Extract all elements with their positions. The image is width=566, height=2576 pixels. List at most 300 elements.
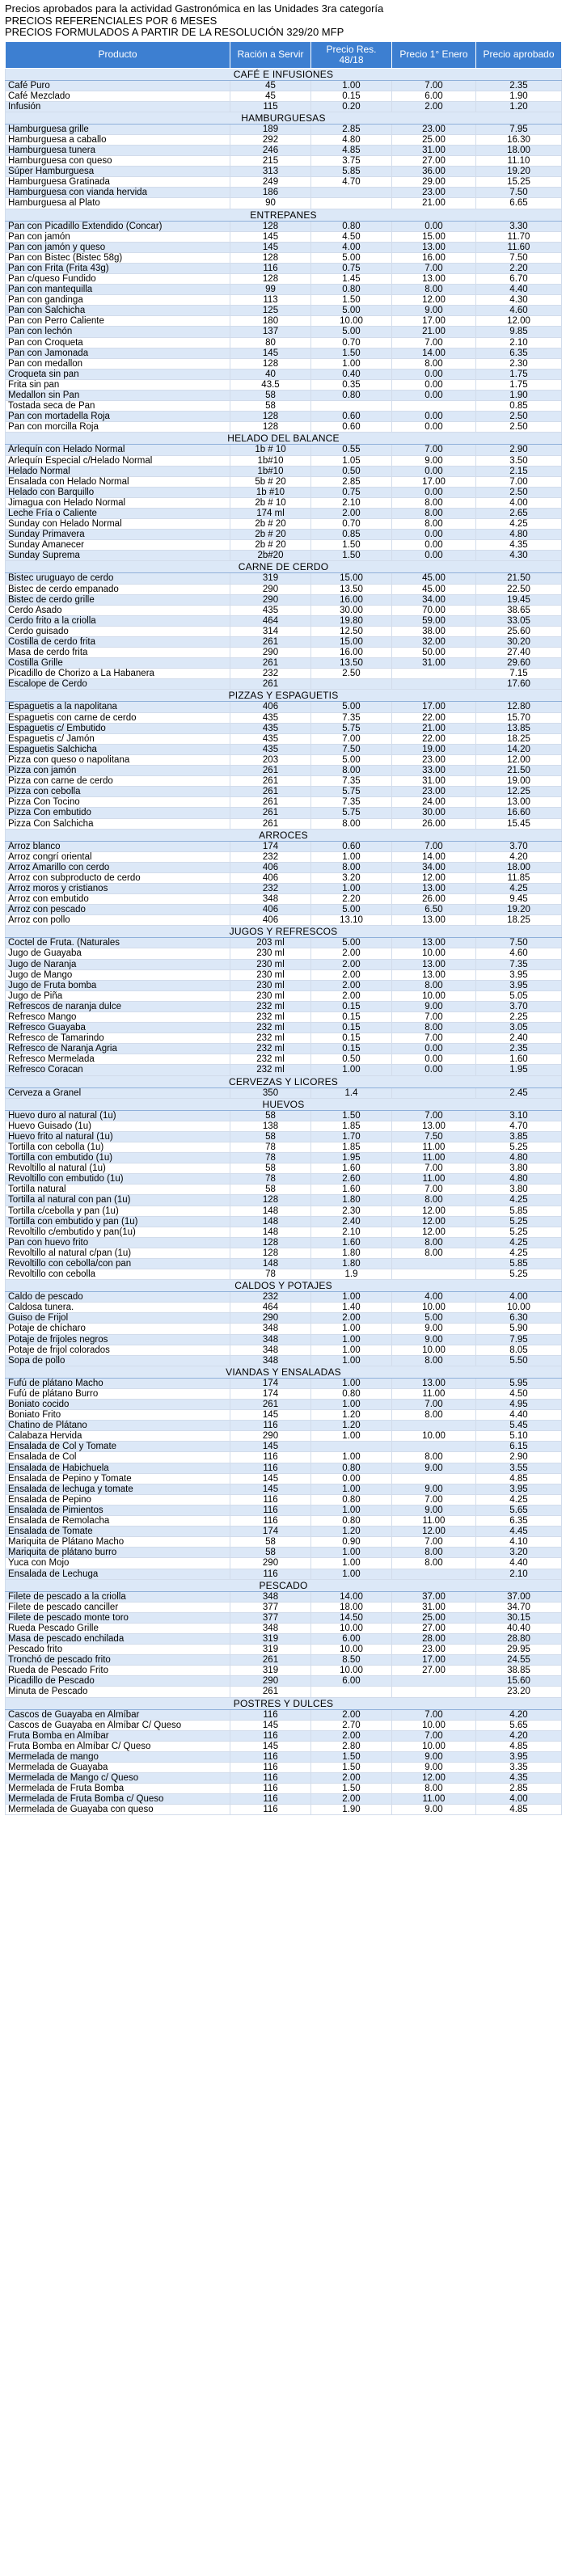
section-header xyxy=(6,1280,562,1292)
precio-res-value: 14.00 xyxy=(311,1591,392,1602)
precio-aprobado-value: 4.20 xyxy=(476,1709,562,1720)
racion-value: 128 xyxy=(230,422,311,433)
precio-aprobado-value: 19.45 xyxy=(476,594,562,605)
table-row xyxy=(6,1763,562,1773)
table-row xyxy=(6,1784,562,1794)
precio-res-value: 7.50 xyxy=(311,744,392,754)
product-name: Potaje de frijol colorados xyxy=(6,1345,230,1355)
precio-res-value: 0.80 xyxy=(311,1463,392,1473)
table-row xyxy=(6,1421,562,1431)
precio-res-value: 0.80 xyxy=(311,1516,392,1527)
precio-aprobado-value: 4.25 xyxy=(476,1248,562,1258)
racion-value: 128 xyxy=(230,252,311,263)
precio-res-value: 0.60 xyxy=(311,412,392,422)
precio-aprobado-value: 5.25 xyxy=(476,1142,562,1152)
precio-enero-value xyxy=(392,401,476,412)
precio-aprobado-value: 1.90 xyxy=(476,391,562,401)
table-row xyxy=(6,445,562,455)
precio-enero-value: 0.00 xyxy=(392,540,476,551)
racion-value: 116 xyxy=(230,1805,311,1815)
precio-enero-value: 27.00 xyxy=(392,1623,476,1633)
precio-enero-value: 8.00 xyxy=(392,1548,476,1558)
precio-res-value xyxy=(311,401,392,412)
header-line-2: PRECIOS REFERENCIALES POR 6 MESES xyxy=(5,14,218,27)
racion-value: 348 xyxy=(230,1345,311,1355)
precio-aprobado-value: 4.30 xyxy=(476,551,562,561)
table-row xyxy=(6,327,562,337)
precio-aprobado-value: 2.35 xyxy=(476,1044,562,1054)
table-row xyxy=(6,156,562,167)
racion-value: 128 xyxy=(230,221,311,231)
racion-value: 348 xyxy=(230,1334,311,1345)
racion-value: 261 xyxy=(230,1400,311,1410)
precio-enero-value: 9.00 xyxy=(392,1334,476,1345)
racion-value: 464 xyxy=(230,1303,311,1313)
precio-res-value: 2.85 xyxy=(311,124,392,134)
racion-value: 313 xyxy=(230,167,311,177)
precio-res-value: 2.60 xyxy=(311,1174,392,1185)
precio-res-value: 1.60 xyxy=(311,1163,392,1174)
product-name: Cascos de Guayaba en Almíbar C/ Queso xyxy=(6,1720,230,1730)
product-name: Tortilla c/cebolla y pan (1u) xyxy=(6,1206,230,1216)
table-row xyxy=(6,712,562,723)
precio-aprobado-value: 3.55 xyxy=(476,1463,562,1473)
precio-aprobado-value: 3.30 xyxy=(476,221,562,231)
precio-res-value: 0.80 xyxy=(311,285,392,295)
precio-aprobado-value: 5.85 xyxy=(476,1206,562,1216)
product-name: Escalope de Cerdo xyxy=(6,679,230,690)
product-name: Pizza con carne de cerdo xyxy=(6,776,230,787)
precio-aprobado-value: 15.70 xyxy=(476,712,562,723)
product-name: Refresco Mango xyxy=(6,1012,230,1023)
product-name: Refresco Coracan xyxy=(6,1065,230,1075)
precio-res-value: 30.00 xyxy=(311,605,392,615)
racion-value: 148 xyxy=(230,1206,311,1216)
section-title: HAMBURGUESAS xyxy=(6,112,562,124)
product-name: Arroz con subproducto de cerdo xyxy=(6,872,230,883)
racion-value: 290 xyxy=(230,648,311,658)
section-header xyxy=(6,690,562,702)
product-name: Pan c/queso Fundido xyxy=(6,274,230,285)
precio-enero-value: 8.00 xyxy=(392,285,476,295)
racion-value: 348 xyxy=(230,1591,311,1602)
table-row xyxy=(6,422,562,433)
precio-aprobado-value: 7.50 xyxy=(476,938,562,948)
product-name: Masa de cerdo frita xyxy=(6,648,230,658)
product-name: Espaguetis c/ Embutido xyxy=(6,723,230,733)
product-name: Revoltillo al natural c/pan (1u) xyxy=(6,1248,230,1258)
precio-enero-value: 0.00 xyxy=(392,487,476,497)
product-name: Revoltillo con cebolla/con pan xyxy=(6,1258,230,1269)
precio-enero-value: 12.00 xyxy=(392,295,476,306)
precio-enero-value: 7.00 xyxy=(392,1400,476,1410)
product-name: Masa de pescado enchilada xyxy=(6,1633,230,1644)
precio-enero-value: 17.00 xyxy=(392,702,476,712)
precio-enero-value: 7.00 xyxy=(392,80,476,91)
racion-value: 174 ml xyxy=(230,508,311,518)
table-row xyxy=(6,1473,562,1484)
racion-value: 145 xyxy=(230,1741,311,1751)
table-row xyxy=(6,1645,562,1655)
precio-aprobado-value: 15.45 xyxy=(476,818,562,829)
product-name: Revoltillo c/embutido y pan(1u) xyxy=(6,1227,230,1237)
precio-res-value: 1.05 xyxy=(311,455,392,466)
racion-value: 1b # 10 xyxy=(230,445,311,455)
racion-value: 116 xyxy=(230,1709,311,1720)
precio-res-value: 0.70 xyxy=(311,519,392,530)
precio-aprobado-value: 4.45 xyxy=(476,1527,562,1537)
table-row xyxy=(6,1773,562,1784)
table-row xyxy=(6,466,562,476)
precio-aprobado-value: 19.20 xyxy=(476,905,562,915)
precio-enero-value: 13.00 xyxy=(392,959,476,969)
precio-res-value: 0.60 xyxy=(311,841,392,851)
precio-enero-value: 9.00 xyxy=(392,306,476,316)
table-row xyxy=(6,702,562,712)
product-name: Picadillo de Chorizo a La Habanera xyxy=(6,669,230,679)
precio-aprobado-value: 4.80 xyxy=(476,1153,562,1163)
racion-value: 348 xyxy=(230,894,311,905)
table-row xyxy=(6,626,562,636)
table-row xyxy=(6,1805,562,1815)
product-name: Boniato Frito xyxy=(6,1410,230,1421)
table-row xyxy=(6,369,562,379)
table-row xyxy=(6,1153,562,1163)
table-row xyxy=(6,1741,562,1751)
table-row xyxy=(6,1324,562,1334)
precio-res-value xyxy=(311,1442,392,1452)
precio-aprobado-value: 3.95 xyxy=(476,1751,562,1762)
precio-enero-value: 17.00 xyxy=(392,316,476,327)
precio-aprobado-value: 14.20 xyxy=(476,744,562,754)
racion-value: 232 ml xyxy=(230,1044,311,1054)
product-name: Pan con gandinga xyxy=(6,295,230,306)
precio-aprobado-value: 6.65 xyxy=(476,198,562,209)
precio-res-value: 1.50 xyxy=(311,1784,392,1794)
table-row xyxy=(6,959,562,969)
precio-res-value: 8.00 xyxy=(311,862,392,872)
racion-value: 116 xyxy=(230,1421,311,1431)
racion-value: 377 xyxy=(230,1612,311,1623)
precio-enero-value: 7.00 xyxy=(392,263,476,273)
precio-enero-value: 50.00 xyxy=(392,648,476,658)
precio-enero-value: 0.00 xyxy=(392,422,476,433)
product-name: Ensalada de Pepino y Tomate xyxy=(6,1473,230,1484)
product-name: Pan con lechón xyxy=(6,327,230,337)
precio-res-value: 1.80 xyxy=(311,1258,392,1269)
precio-aprobado-value: 5.05 xyxy=(476,990,562,1001)
racion-value: 230 ml xyxy=(230,980,311,990)
table-row xyxy=(6,1237,562,1248)
precio-aprobado-value: 37.00 xyxy=(476,1591,562,1602)
table-row xyxy=(6,124,562,134)
precio-enero-value: 27.00 xyxy=(392,1666,476,1676)
product-name: Súper Hamburguesa xyxy=(6,167,230,177)
precio-res-value: 0.70 xyxy=(311,337,392,348)
product-name: Infusión xyxy=(6,101,230,112)
product-name: Hamburguesa con vianda hervida xyxy=(6,188,230,198)
section-header xyxy=(6,209,562,221)
precio-enero-value: 12.00 xyxy=(392,1216,476,1227)
precio-res-value: 1.50 xyxy=(311,1751,392,1762)
racion-value: 99 xyxy=(230,285,311,295)
precio-enero-value: 0.00 xyxy=(392,412,476,422)
precio-enero-value: 10.00 xyxy=(392,1720,476,1730)
racion-value: 145 xyxy=(230,231,311,242)
section-title: CARNE DE CERDO xyxy=(6,561,562,573)
racion-value: 261 xyxy=(230,637,311,648)
product-name: Sopa de pollo xyxy=(6,1355,230,1366)
precio-enero-value: 59.00 xyxy=(392,615,476,626)
table-row xyxy=(6,167,562,177)
table-row xyxy=(6,1131,562,1142)
precio-res-value: 10.00 xyxy=(311,1623,392,1633)
product-name: Espaguetis c/ Jamón xyxy=(6,733,230,744)
precio-aprobado-value: 4.60 xyxy=(476,948,562,959)
product-name: Pan con Perro Caliente xyxy=(6,316,230,327)
precio-enero-value: 7.00 xyxy=(392,1163,476,1174)
precio-enero-value: 12.00 xyxy=(392,1227,476,1237)
product-name: Revoltillo con embutido (1u) xyxy=(6,1174,230,1185)
precio-aprobado-value: 21.50 xyxy=(476,573,562,584)
precio-res-value: 2.00 xyxy=(311,959,392,969)
precio-res-value: 5.00 xyxy=(311,327,392,337)
precio-res-value: 10.00 xyxy=(311,1645,392,1655)
precio-res-value: 12.50 xyxy=(311,626,392,636)
precio-enero-value: 9.00 xyxy=(392,1763,476,1773)
product-name: Pan con Jamonada xyxy=(6,348,230,358)
product-name: Ensalada de Col y Tomate xyxy=(6,1442,230,1452)
precio-aprobado-value: 4.95 xyxy=(476,1400,562,1410)
precio-aprobado-value: 12.80 xyxy=(476,702,562,712)
column-header-precio-res: Precio Res. 48/18 xyxy=(311,41,392,68)
precio-res-value: 8.00 xyxy=(311,818,392,829)
precio-res-value xyxy=(311,188,392,198)
racion-value: 116 xyxy=(230,1794,311,1805)
precio-aprobado-value: 2.50 xyxy=(476,487,562,497)
table-row xyxy=(6,295,562,306)
precio-enero-value: 17.00 xyxy=(392,1655,476,1666)
precio-enero-value: 7.00 xyxy=(392,1709,476,1720)
racion-value: 45 xyxy=(230,80,311,91)
section-header xyxy=(6,1697,562,1709)
racion-value: 230 ml xyxy=(230,969,311,980)
table-row xyxy=(6,990,562,1001)
precio-enero-value: 31.00 xyxy=(392,658,476,669)
precio-enero-value xyxy=(392,1442,476,1452)
section-title: CERVEZAS Y LICORES xyxy=(6,1075,562,1087)
precio-enero-value: 9.00 xyxy=(392,455,476,466)
section-header xyxy=(6,112,562,124)
racion-value: 261 xyxy=(230,776,311,787)
precio-enero-value: 13.00 xyxy=(392,915,476,926)
racion-value: 2b # 10 xyxy=(230,497,311,508)
table-row xyxy=(6,1303,562,1313)
precio-enero-value: 13.00 xyxy=(392,242,476,252)
section-title: ARROCES xyxy=(6,829,562,841)
product-name: Croqueta sin pan xyxy=(6,369,230,379)
precio-aprobado-value: 3.85 xyxy=(476,1131,562,1142)
product-name: Ensalada de Habichuela xyxy=(6,1463,230,1473)
precio-res-value xyxy=(311,679,392,690)
table-row xyxy=(6,669,562,679)
precio-aprobado-value: 5.50 xyxy=(476,1355,562,1366)
precio-aprobado-value: 11.10 xyxy=(476,156,562,167)
precio-aprobado-value: 16.60 xyxy=(476,808,562,818)
precio-res-value: 5.75 xyxy=(311,723,392,733)
section-title: PIZZAS Y ESPAGUETIS xyxy=(6,690,562,702)
racion-value: 435 xyxy=(230,744,311,754)
racion-value: 292 xyxy=(230,134,311,145)
racion-value: 58 xyxy=(230,1163,311,1174)
table-row xyxy=(6,348,562,358)
precio-aprobado-value: 4.25 xyxy=(476,1237,562,1248)
racion-value: 406 xyxy=(230,872,311,883)
precio-aprobado-value: 7.00 xyxy=(476,476,562,487)
table-row xyxy=(6,80,562,91)
precio-res-value: 1.00 xyxy=(311,358,392,369)
table-row xyxy=(6,274,562,285)
table-row xyxy=(6,1431,562,1442)
precio-aprobado-value: 13.85 xyxy=(476,723,562,733)
precio-aprobado-value: 11.85 xyxy=(476,872,562,883)
product-name: Rueda de Pescado Frito xyxy=(6,1666,230,1676)
table-row xyxy=(6,1378,562,1388)
product-name: Chatino de Plátano xyxy=(6,1421,230,1431)
racion-value: 128 xyxy=(230,358,311,369)
precio-aprobado-value: 4.60 xyxy=(476,306,562,316)
section-title: VIANDAS Y ENSALADAS xyxy=(6,1366,562,1378)
product-name: Rueda Pescado Grille xyxy=(6,1623,230,1633)
section-header xyxy=(6,1075,562,1087)
product-name: Cerveza a Granel xyxy=(6,1087,230,1098)
precio-enero-value: 10.00 xyxy=(392,1303,476,1313)
precio-aprobado-value: 24.55 xyxy=(476,1655,562,1666)
precio-aprobado-value: 4.40 xyxy=(476,1558,562,1569)
precio-res-value: 0.15 xyxy=(311,1001,392,1011)
precio-enero-value: 9.00 xyxy=(392,1505,476,1515)
precio-aprobado-value: 1.90 xyxy=(476,91,562,101)
precio-aprobado-value: 2.50 xyxy=(476,422,562,433)
racion-value: 43.5 xyxy=(230,379,311,390)
precio-enero-value: 30.00 xyxy=(392,808,476,818)
precio-res-value: 1.45 xyxy=(311,274,392,285)
product-name: Refresco Mermelada xyxy=(6,1054,230,1065)
precio-enero-value: 31.00 xyxy=(392,1602,476,1612)
precio-aprobado-value: 28.80 xyxy=(476,1633,562,1644)
table-row xyxy=(6,1537,562,1548)
product-name: Picadillo de Pescado xyxy=(6,1676,230,1687)
product-name: Ensalada de Remolacha xyxy=(6,1516,230,1527)
precio-aprobado-value: 2.45 xyxy=(476,1087,562,1098)
racion-value: 232 xyxy=(230,883,311,893)
precio-enero-value: 13.00 xyxy=(392,274,476,285)
precio-res-value: 0.90 xyxy=(311,1537,392,1548)
precio-aprobado-value: 8.05 xyxy=(476,1345,562,1355)
precio-aprobado-value: 2.40 xyxy=(476,1033,562,1044)
precio-enero-value: 13.00 xyxy=(392,969,476,980)
precio-enero-value: 9.00 xyxy=(392,1001,476,1011)
racion-value: 232 ml xyxy=(230,1023,311,1033)
racion-value: 348 xyxy=(230,1623,311,1633)
precio-enero-value: 8.00 xyxy=(392,1195,476,1206)
precio-aprobado-value: 2.50 xyxy=(476,412,562,422)
precio-res-value xyxy=(311,1687,392,1697)
precio-enero-value: 8.00 xyxy=(392,980,476,990)
precio-enero-value: 6.00 xyxy=(392,91,476,101)
table-row xyxy=(6,1012,562,1023)
precio-enero-value: 12.00 xyxy=(392,1773,476,1784)
table-row xyxy=(6,797,562,808)
precio-aprobado-value: 12.25 xyxy=(476,787,562,797)
product-name: Pan con Bistec (Bistec 58g) xyxy=(6,252,230,263)
precio-enero-value: 10.00 xyxy=(392,990,476,1001)
precio-aprobado-value: 30.15 xyxy=(476,1612,562,1623)
precio-enero-value: 26.00 xyxy=(392,894,476,905)
precio-res-value: 0.15 xyxy=(311,1033,392,1044)
precio-enero-value: 70.00 xyxy=(392,605,476,615)
precio-res-value: 1.00 xyxy=(311,883,392,893)
precio-res-value: 0.50 xyxy=(311,1054,392,1065)
precio-res-value: 1.70 xyxy=(311,1131,392,1142)
racion-value: 145 xyxy=(230,1473,311,1484)
precio-aprobado-value: 19.20 xyxy=(476,167,562,177)
precio-aprobado-value: 18.25 xyxy=(476,915,562,926)
racion-value: 290 xyxy=(230,1431,311,1442)
precio-res-value: 3.20 xyxy=(311,872,392,883)
table-row xyxy=(6,497,562,508)
racion-value: 138 xyxy=(230,1121,311,1131)
product-name: Pan con Croqueta xyxy=(6,337,230,348)
precio-enero-value: 7.00 xyxy=(392,1033,476,1044)
racion-value: 58 xyxy=(230,391,311,401)
precio-aprobado-value: 11.60 xyxy=(476,242,562,252)
precio-aprobado-value: 5.65 xyxy=(476,1505,562,1515)
precio-res-value: 1.00 xyxy=(311,1345,392,1355)
racion-value: 377 xyxy=(230,1602,311,1612)
product-name: Arlequín Especial c/Helado Normal xyxy=(6,455,230,466)
precio-aprobado-value: 2.35 xyxy=(476,80,562,91)
product-name: Caldo de pescado xyxy=(6,1292,230,1303)
precio-res-value: 1.80 xyxy=(311,1195,392,1206)
racion-value: 406 xyxy=(230,905,311,915)
precio-aprobado-value: 5.10 xyxy=(476,1431,562,1442)
table-row xyxy=(6,1612,562,1623)
table-row xyxy=(6,808,562,818)
precio-res-value: 1.50 xyxy=(311,1763,392,1773)
precio-aprobado-value: 5.90 xyxy=(476,1324,562,1334)
table-row xyxy=(6,637,562,648)
table-row xyxy=(6,508,562,518)
table-row xyxy=(6,530,562,540)
product-name: Refresco de Tamarindo xyxy=(6,1033,230,1044)
precio-aprobado-value: 5.65 xyxy=(476,1720,562,1730)
product-name: Arroz congrí oriental xyxy=(6,851,230,862)
precio-res-value: 1.50 xyxy=(311,348,392,358)
racion-value: 116 xyxy=(230,1773,311,1784)
racion-value: 116 xyxy=(230,1452,311,1463)
product-name: Huevo frito al natural (1u) xyxy=(6,1131,230,1142)
precio-aprobado-value: 3.05 xyxy=(476,1023,562,1033)
racion-value: 116 xyxy=(230,1463,311,1473)
precio-aprobado-value: 16.30 xyxy=(476,134,562,145)
precio-enero-value: 9.00 xyxy=(392,1805,476,1815)
precio-res-value: 0.75 xyxy=(311,487,392,497)
precio-res-value: 1.60 xyxy=(311,1237,392,1248)
precio-enero-value xyxy=(392,1569,476,1579)
table-row xyxy=(6,1355,562,1366)
precio-enero-value: 14.00 xyxy=(392,851,476,862)
